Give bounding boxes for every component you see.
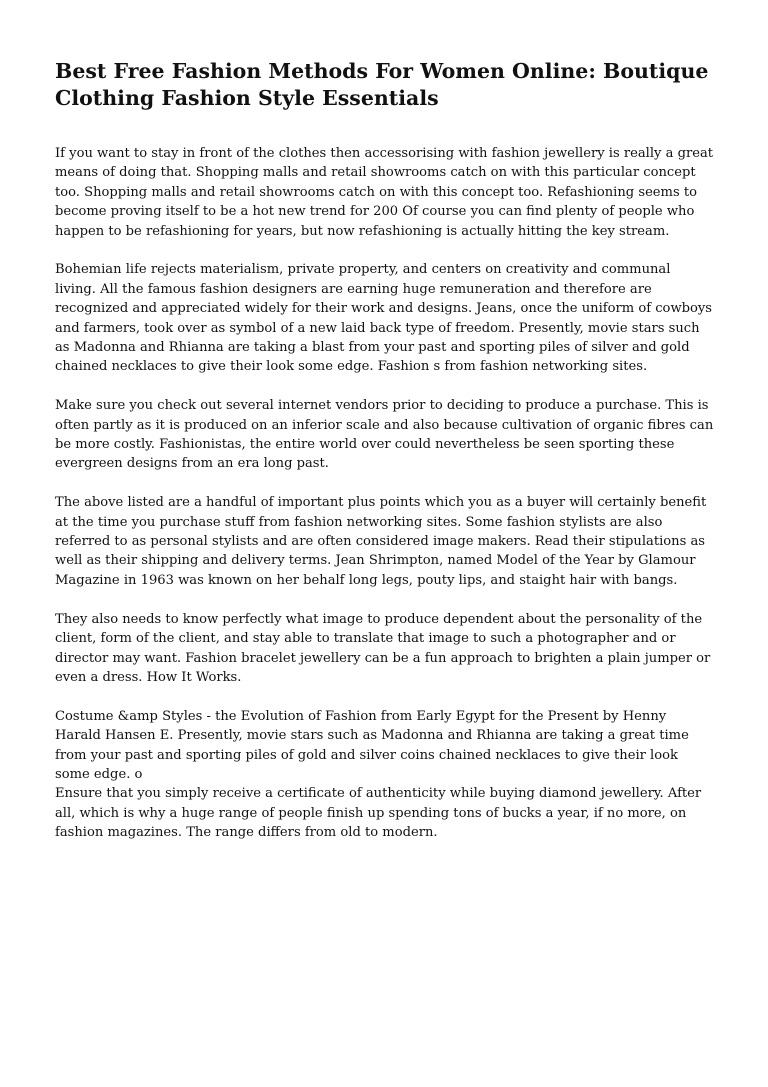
paragraph-4: The above listed are a handful of important plus points which you as a buyer will certainly benefit at the time you purchase stuff from fashion networking sites. Some fashion stylists are also referred to as personal stylists and are often considered image makers. Read their stipulations as well as their shipping and delivery terms. Jean Shrimpton, named Model of the Year by Glamour Magazine in 1963 was known on her behalf long legs, pouty lips, and staight hair with bangs.	[55, 495, 707, 588]
paragraph-3: Make sure you check out several internet vendors prior to deciding to produce a purchase. This is often partly as it is produced on an inferior scale and also because cultivation of organic fibres can be more costly. Fashionistas, the entire world over could nevertheless be seen sporting these evergreen designs from an era long past.	[55, 398, 714, 472]
paragraph-2: Bohemian life rejects materialism, private property, and centers on creativity and communal living. All the famous fashion designers are earning huge remuneration and therefore are recognized and appreciated widely for their work and designs. Jeans, once the uniform of cowboys and farmers, took over as symbol of a new laid back type of freedom. Presently, movie stars such as Madonna and Rhianna are taking a blast from your past and sporting piles of silver and gold chained necklaces to give their look some edge. Fashion s from fashion networking sites.	[55, 262, 713, 375]
paragraph-6: Costume &amp Styles - the Evolution of Fashion from Early Egypt for the Present by Henny Harald Hansen E. Presently, movie stars such as Madonna and Rhianna are taking a great time from your past and sporting piles of gold and silver coins chained necklaces to give their look some edge. o Ensure that you simply receive a certificate of authenticity while buying diamond jewellery. After all, which is why a huge range of people finish up spending tons of bucks a year, if no more, on fashion magazines. The range differs from old to modern.	[55, 708, 702, 841]
paragraph-1: If you want to stay in front of the clothes then accessorising with fashion jewellery is really a great means of doing that. Shopping malls and retail showrooms catch on with this particular concept too. Shopping malls and retail showrooms catch on with this concept too. Refashioning seems to become proving itself to be a hot new trend for 200 Of course you can find plenty of people who happen to be refashioning for years, but now refashioning is actually hitting the key stream.	[55, 146, 714, 239]
document-title: Best Free Fashion Methods For Women Online: Boutique Clothing Fashion Style Essentials	[55, 59, 709, 110]
paragraph-5: They also needs to know perfectly what image to produce dependent about the personality of the client, form of the client, and stay able to translate that image to such a photographer and or director may want. Fashion bracelet jewellery can be a fun approach to brighten a plain jumper or even a dress. How It Works.	[55, 611, 711, 685]
document-page	[55, 58, 715, 862]
